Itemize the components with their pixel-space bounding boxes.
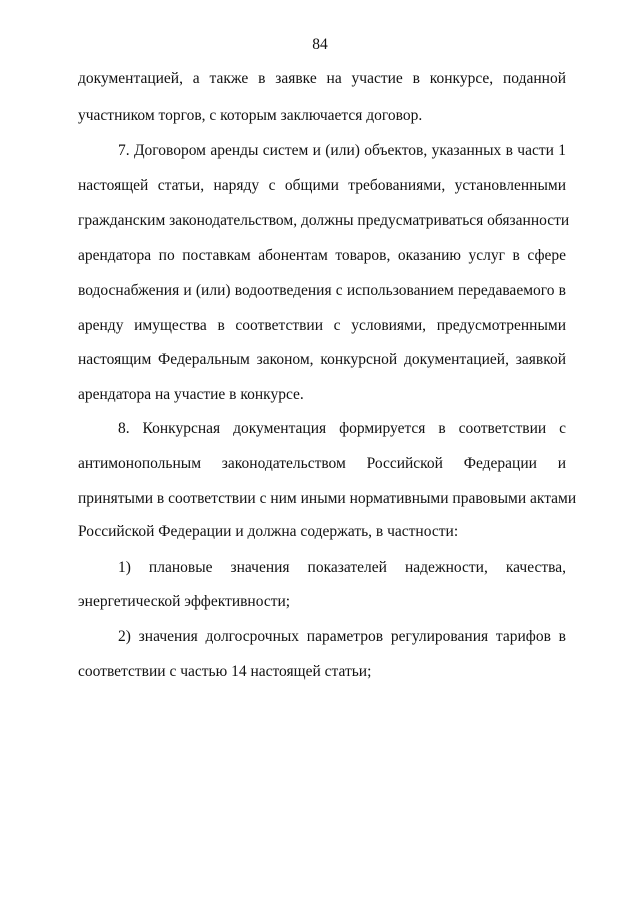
- text-line: участником торгов, с которым заключается договор.: [78, 107, 423, 124]
- page-number: 84: [312, 36, 328, 53]
- text-line: настоящим Федеральным законом, конкурсной документацией, заявкой: [78, 351, 566, 368]
- text-line: гражданским законодательством, должны предусматриваться обязанности: [78, 212, 570, 229]
- text-line: 1) плановые значения показателей надежности, качества,: [118, 559, 566, 576]
- text-line: 2) значения долгосрочных параметров регулирования тарифов в: [118, 628, 566, 645]
- text-line: 7. Договором аренды систем и (или) объектов, указанных в части 1: [118, 142, 566, 159]
- text-line: аренду имущества в соответствии с условиями, предусмотренными: [78, 317, 566, 334]
- text-line: арендатора на участие в конкурсе.: [78, 386, 304, 403]
- text-line: энергетической эффективности;: [78, 593, 291, 610]
- text-line: водоснабжения и (или) водоотведения с использованием передаваемого в: [78, 282, 566, 299]
- text-line: арендатора по поставкам абонентам товаров, оказанию услуг в сфере: [78, 247, 566, 264]
- text-line: документацией, а также в заявке на участие в конкурсе, поданной: [78, 70, 566, 87]
- text-line: Российской Федерации и должна содержать, в частности:: [78, 523, 459, 540]
- text-line: антимонопольным законодательством Российской Федерации и: [78, 455, 566, 472]
- text-line: соответствии с частью 14 настоящей статьи;: [78, 663, 372, 680]
- text-line: настоящей статьи, наряду с общими требованиями, установленными: [78, 177, 566, 194]
- text-line: 8. Конкурсная документация формируется в соответствии с: [118, 420, 566, 437]
- text-line: принятыми в соответствии с ним иными нормативными правовыми актами: [78, 490, 577, 507]
